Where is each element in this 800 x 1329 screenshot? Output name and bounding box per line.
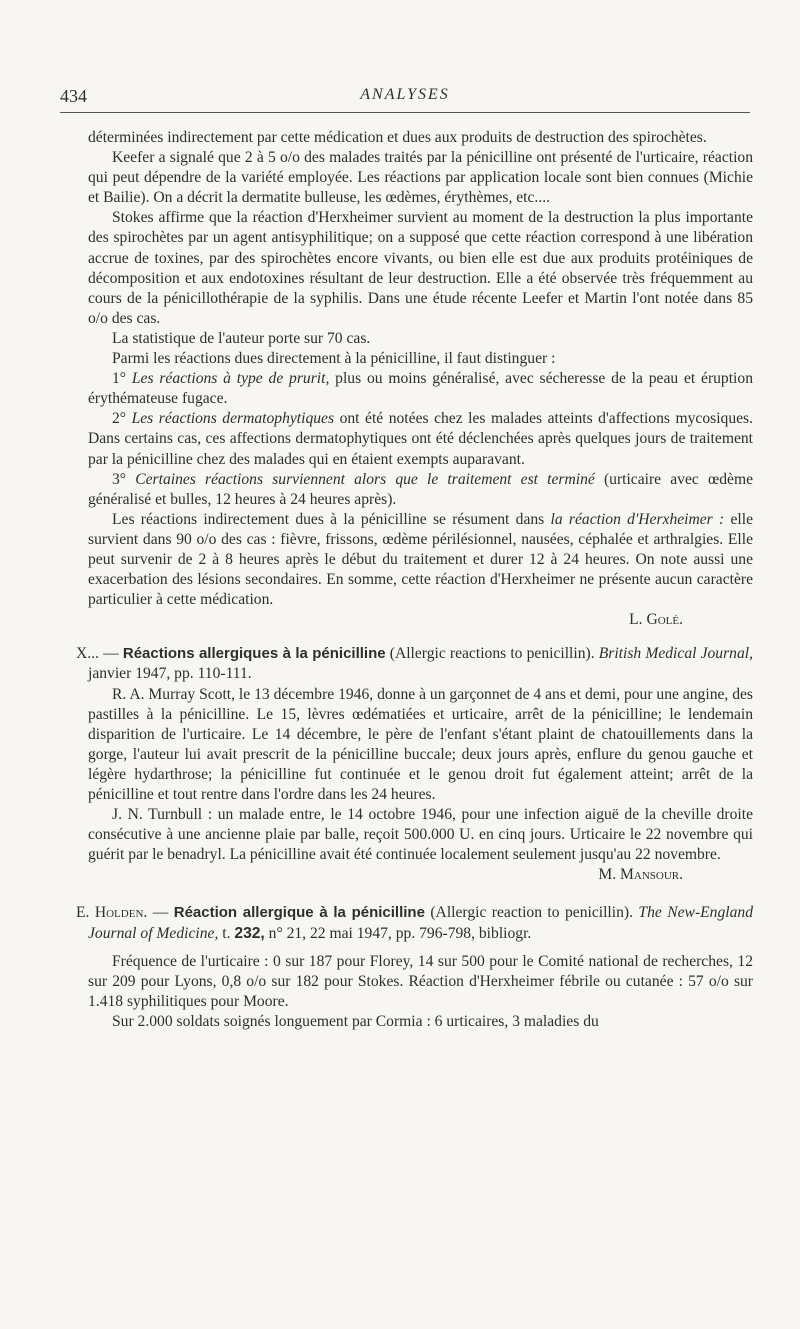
original-title: (Allergic reaction to penicillin). (424, 904, 639, 922)
paragraph-text: elle survient dans 90 o/o des cas : fièvre, frissons, œdème périlésionnel, nausées, céphalée et arthralgies. Elle peut survenir de 2 à 8 heures après le début du traitement et durer 12 à 24 heures. On note aussi une exacerbation des lésions secondaires. En somme, cette réaction d'Herxheimer ne présente aucun caractère particulier à cette médication. (88, 510, 753, 609)
paragraph: Fréquence de l'urticaire : 0 sur 187 pour Florey, 14 sur 500 pour le Comité national de recherches, 12 sur 209 pour Lyons, 0,8 o/o sur 182 pour Stokes. Réaction d'Herxheimer fébrile ou cutanée : 57 o/o sur 1.418 syphilitiques pour Moore. (88, 952, 753, 1010)
entry-citation (76, 903, 753, 943)
signature: L. Golé. (629, 611, 683, 629)
dash: — (147, 904, 174, 922)
journal-name: The New-England Journal of Medicine, (88, 904, 753, 942)
list-item (88, 369, 753, 409)
review-entry (76, 903, 753, 1032)
list-heading: Les réactions dermatophytiques (131, 410, 335, 428)
list-text: (urticaire avec œdème généralisé et bulles, 12 heures à 24 heures après). (88, 470, 753, 508)
entry-title: Réactions allergiques à la pénicilline (122, 645, 386, 663)
entry-author: E. Holden. (76, 904, 148, 922)
running-title: ANALYSES (360, 86, 450, 103)
entry-title: Réaction allergique à la pénicilline (173, 904, 425, 922)
journal-name: British Medical Journal, (598, 645, 753, 663)
page-number: 434 (60, 86, 87, 106)
entry-author: X... (76, 645, 99, 663)
paragraph: La statistique de l'auteur porte sur 70 cas. (112, 329, 371, 347)
paragraph (88, 510, 753, 610)
signature: M. Mansour. (598, 866, 683, 884)
reference: n° 21, 22 mai 1947, pp. 796-798, bibliogr. (264, 924, 532, 942)
paragraph: déterminées indirectement par cette médication et dues aux produits de destruction des spirochètes. (88, 129, 707, 146)
paragraph: Parmi les réactions dues directement à la pénicilline, il faut distinguer : (112, 350, 556, 368)
list-text: ont été notées chez les malades atteints d'affections mycosiques. Dans certains cas, ces affections dermatophytiques ont été déclenchées après quelques jours de traitement par la pénicilline chez des malades qui en étaient exempts auparavant. (88, 410, 754, 468)
article-body (76, 128, 754, 1032)
paragraph-text: Les réactions indirectement dues à la pénicilline se résument dans (112, 510, 551, 528)
review-entry (76, 644, 753, 885)
volume-number: 232, (234, 924, 265, 942)
list-number: 1° (112, 370, 127, 388)
list-item (88, 470, 753, 510)
paragraph: J. N. Turnbull : un malade entre, le 14 octobre 1946, pour une infection aiguë de la cheville droite consécutive à une ancienne plaie par balle, reçoit 500.000 U. en cinq jours. Urticaire le 22 novembre qui guérit par le benadryl. La pénicilline avait été continuée localement seulement jusqu'au 22 novembre. (88, 806, 753, 864)
original-title: (Allergic reactions to penicillin). (385, 645, 599, 663)
paragraph: Stokes affirme que la réaction d'Herxheimer survient au moment de la destruction la plus importante des spirochètes par un agent antisyphilitique; on a supposé que cette réaction correspond à une libération accrue de toxines, par des spirochètes encore vivants, ou bien elle est due aux produits protéiniques de décomposition et aux endotoxines résultant de leur destruction. Elle a été observée très fréquemment au cours de la pénicillothérapie de la syphilis. Dans une étude récente Leefer et Martin l'ont notée dans 85 o/o des cas. (88, 209, 753, 327)
reference: janvier 1947, pp. 110-111. (88, 665, 252, 683)
list-heading: Certaines réactions surviennent alors que le traitement est terminé (135, 470, 595, 488)
paragraph: Keefer a signalé que 2 à 5 o/o des malades traités par la pénicilline ont présenté de l'urticaire, réaction qui peut dépendre de la variété employée. Les réactions par application locale sont bien connues (Michie et Bailie). On a décrit la dermatite bulleuse, les œdèmes, érythèmes, etc.... (88, 149, 753, 207)
list-heading: Les réactions à type de prurit, (131, 370, 330, 388)
list-item (88, 409, 753, 469)
list-text: plus ou moins généralisé, avec sécheresse de la peau et éruption érythémateuse fugace. (88, 370, 753, 408)
emphasis: la réaction d'Herxheimer : (550, 510, 725, 528)
paragraph: R. A. Murray Scott, le 13 décembre 1946, donne à un garçonnet de 4 ans et demi, pour une angine, des pastilles à la pénicilline. Le 15, lèvres œdématiées et urticaire, arrêt de la pénicilline; le lendemain disparition de l'urticaire. Le 14 décembre, le père de l'enfant s'étant plaint de chatouillements dans la gorge, l'auteur lui avait prescrit de la pénicilline buccale; deux jours après, enflure du genou gauche et légère hydarthrose; la pénicilline fut continuée et le genou droit fut également atteint; arrêt de la pénicilline et tout rentre dans l'ordre dans les 24 heures. (88, 685, 753, 803)
list-number: 2° (112, 410, 127, 428)
page-header (60, 86, 750, 113)
entry-citation (76, 644, 753, 684)
volume-prefix: t. (218, 924, 235, 942)
list-number: 3° (112, 470, 127, 488)
dash: — (98, 645, 123, 663)
paragraph: Sur 2.000 soldats soignés longuement par Cormia : 6 urticaires, 3 maladies du (112, 1012, 599, 1030)
